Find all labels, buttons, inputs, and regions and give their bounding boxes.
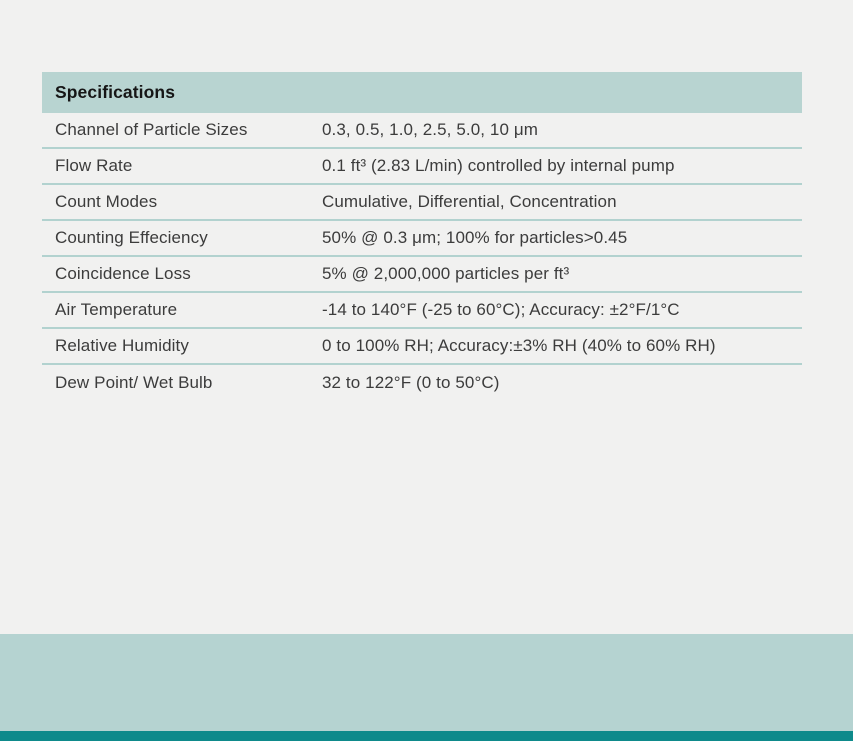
spec-value: Cumulative, Differential, Concentration <box>322 192 617 211</box>
spec-value: -14 to 140°F (-25 to 60°C); Accuracy: ±2°F/1°C <box>322 300 680 319</box>
spec-label: Dew Point/ Wet Bulb <box>55 373 213 392</box>
table-row <box>42 221 802 257</box>
spec-label: Channel of Particle Sizes <box>55 120 248 139</box>
table-row <box>42 149 802 185</box>
spec-label: Air Temperature <box>55 300 178 319</box>
spec-value: 5% @ 2,000,000 particles per ft³ <box>322 264 570 283</box>
table-row <box>42 185 802 221</box>
spec-label: Flow Rate <box>55 156 133 175</box>
spec-label: Count Modes <box>55 192 158 211</box>
spec-value: 32 to 122°F (0 to 50°C) <box>322 373 500 392</box>
specifications-title: Specifications <box>55 82 176 102</box>
spec-label: Counting Effeciency <box>55 228 208 247</box>
spec-label: Relative Humidity <box>55 336 189 355</box>
table-row <box>42 257 802 293</box>
table-row <box>42 365 802 401</box>
table-row <box>42 113 802 149</box>
table-row <box>42 293 802 329</box>
spec-value: 50% @ 0.3 μm; 100% for particles>0.45 <box>322 228 628 247</box>
spec-value: 0.3, 0.5, 1.0, 2.5, 5.0, 10 μm <box>322 120 538 139</box>
footer-dark-teal-strip <box>0 731 853 741</box>
specifications-table-header <box>42 72 802 113</box>
table-row <box>42 329 802 365</box>
spec-value: 0.1 ft³ (2.83 L/min) controlled by internal pump <box>322 156 675 175</box>
spec-label: Coincidence Loss <box>55 264 191 283</box>
specifications-table <box>42 72 802 401</box>
spec-value: 0 to 100% RH; Accuracy:±3% RH (40% to 60% RH) <box>322 336 716 355</box>
footer-light-teal-band <box>0 634 853 731</box>
